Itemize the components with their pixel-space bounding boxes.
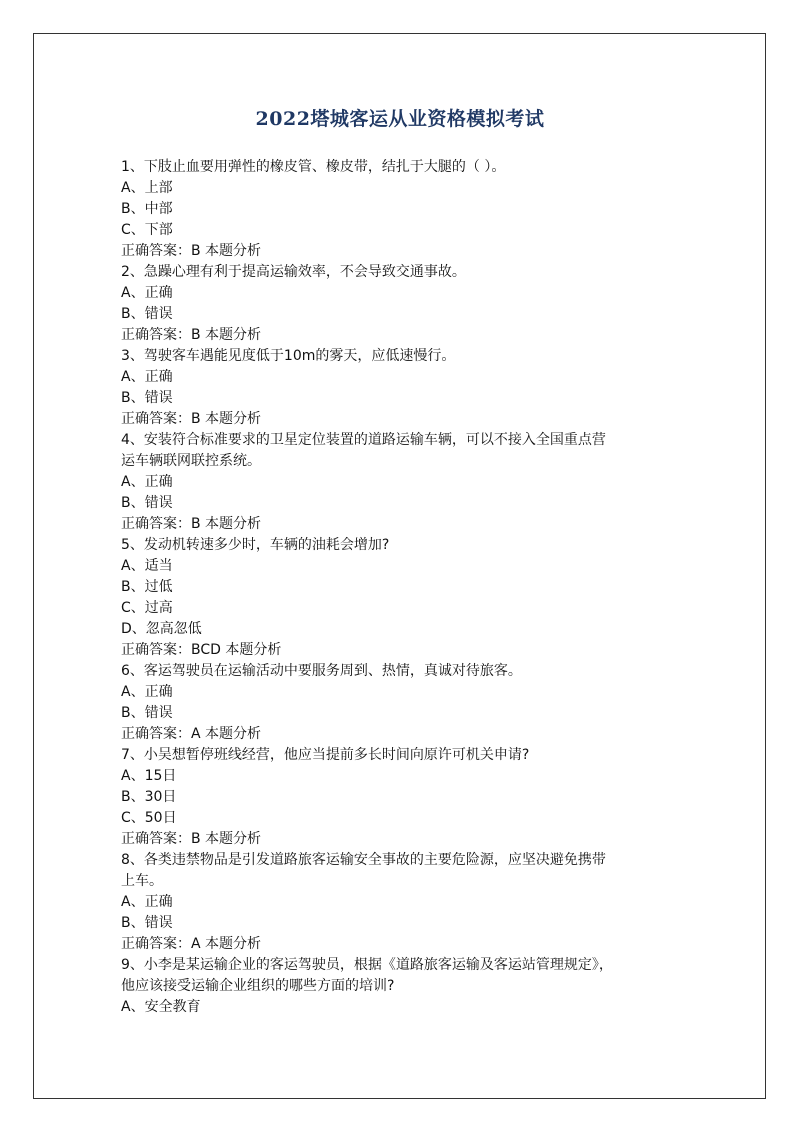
- text-line: 他应该接受运输企业组织的哪些方面的培训?: [121, 978, 395, 994]
- answer-option: C、下部: [121, 222, 173, 238]
- question-text: 5、发动机转速多少时，车辆的油耗会增加?: [121, 537, 390, 553]
- question-text: 9、小李是某运输企业的客运驾驶员，根据《道路旅客运输及客运站管理规定》，: [121, 957, 613, 973]
- answer-option: A、正确: [121, 474, 173, 490]
- answer-option: B、过低: [121, 579, 173, 595]
- answer-option: C、50日: [121, 810, 177, 826]
- question-text: 4、安装符合标准要求的卫星定位装置的道路运输车辆，可以不接入全国重点营: [121, 432, 606, 448]
- answer-option: B、30日: [121, 789, 177, 805]
- question-text: 7、小吴想暂停班线经营，他应当提前多长时间向原许可机关申请?: [121, 747, 530, 763]
- answer-option: A、上部: [121, 180, 173, 196]
- correct-answer: 正确答案：A 本题分析: [121, 726, 262, 742]
- correct-answer: 正确答案：BCD 本题分析: [121, 642, 282, 658]
- question-text: 2、急躁心理有利于提高运输效率，不会导致交通事故。: [121, 264, 466, 280]
- answer-option: B、错误: [121, 495, 173, 511]
- correct-answer: 正确答案：B 本题分析: [121, 243, 262, 259]
- answer-option: A、安全教育: [121, 999, 201, 1015]
- answer-option: A、正确: [121, 369, 173, 385]
- text-line: 运车辆联网联控系统。: [121, 453, 261, 469]
- answer-option: B、错误: [121, 306, 173, 322]
- correct-answer: 正确答案：B 本题分析: [121, 831, 262, 847]
- answer-option: B、错误: [121, 390, 173, 406]
- question-text: 8、各类违禁物品是引发道路旅客运输安全事故的主要危险源，应坚决避免携带: [121, 852, 606, 868]
- correct-answer: 正确答案：A 本题分析: [121, 936, 262, 952]
- answer-option: A、正确: [121, 285, 173, 301]
- question-text: 3、驾驶客车遇能见度低于10m的雾天，应低速慢行。: [121, 348, 456, 364]
- correct-answer: 正确答案：B 本题分析: [121, 327, 262, 343]
- correct-answer: 正确答案：B 本题分析: [121, 411, 262, 427]
- answer-option: A、15日: [121, 768, 177, 784]
- answer-option: A、正确: [121, 684, 173, 700]
- answer-option: C、过高: [121, 600, 173, 616]
- answer-option: B、错误: [121, 705, 173, 721]
- answer-option: A、正确: [121, 894, 173, 910]
- text-line: 上车。: [121, 873, 163, 889]
- document-body: [121, 157, 691, 1018]
- document-title: 2022塔城客运从业资格模拟考试: [255, 108, 545, 130]
- answer-option: A、适当: [121, 558, 173, 574]
- correct-answer: 正确答案：B 本题分析: [121, 516, 262, 532]
- answer-option: D、忽高忽低: [121, 621, 202, 637]
- question-text: 1、下肢止血要用弹性的橡皮管、橡皮带，结扎于大腿的（ ）。: [121, 159, 506, 175]
- answer-option: B、错误: [121, 915, 173, 931]
- question-text: 6、客运驾驶员在运输活动中要服务周到、热情，真诚对待旅客。: [121, 663, 522, 679]
- answer-option: B、中部: [121, 201, 173, 217]
